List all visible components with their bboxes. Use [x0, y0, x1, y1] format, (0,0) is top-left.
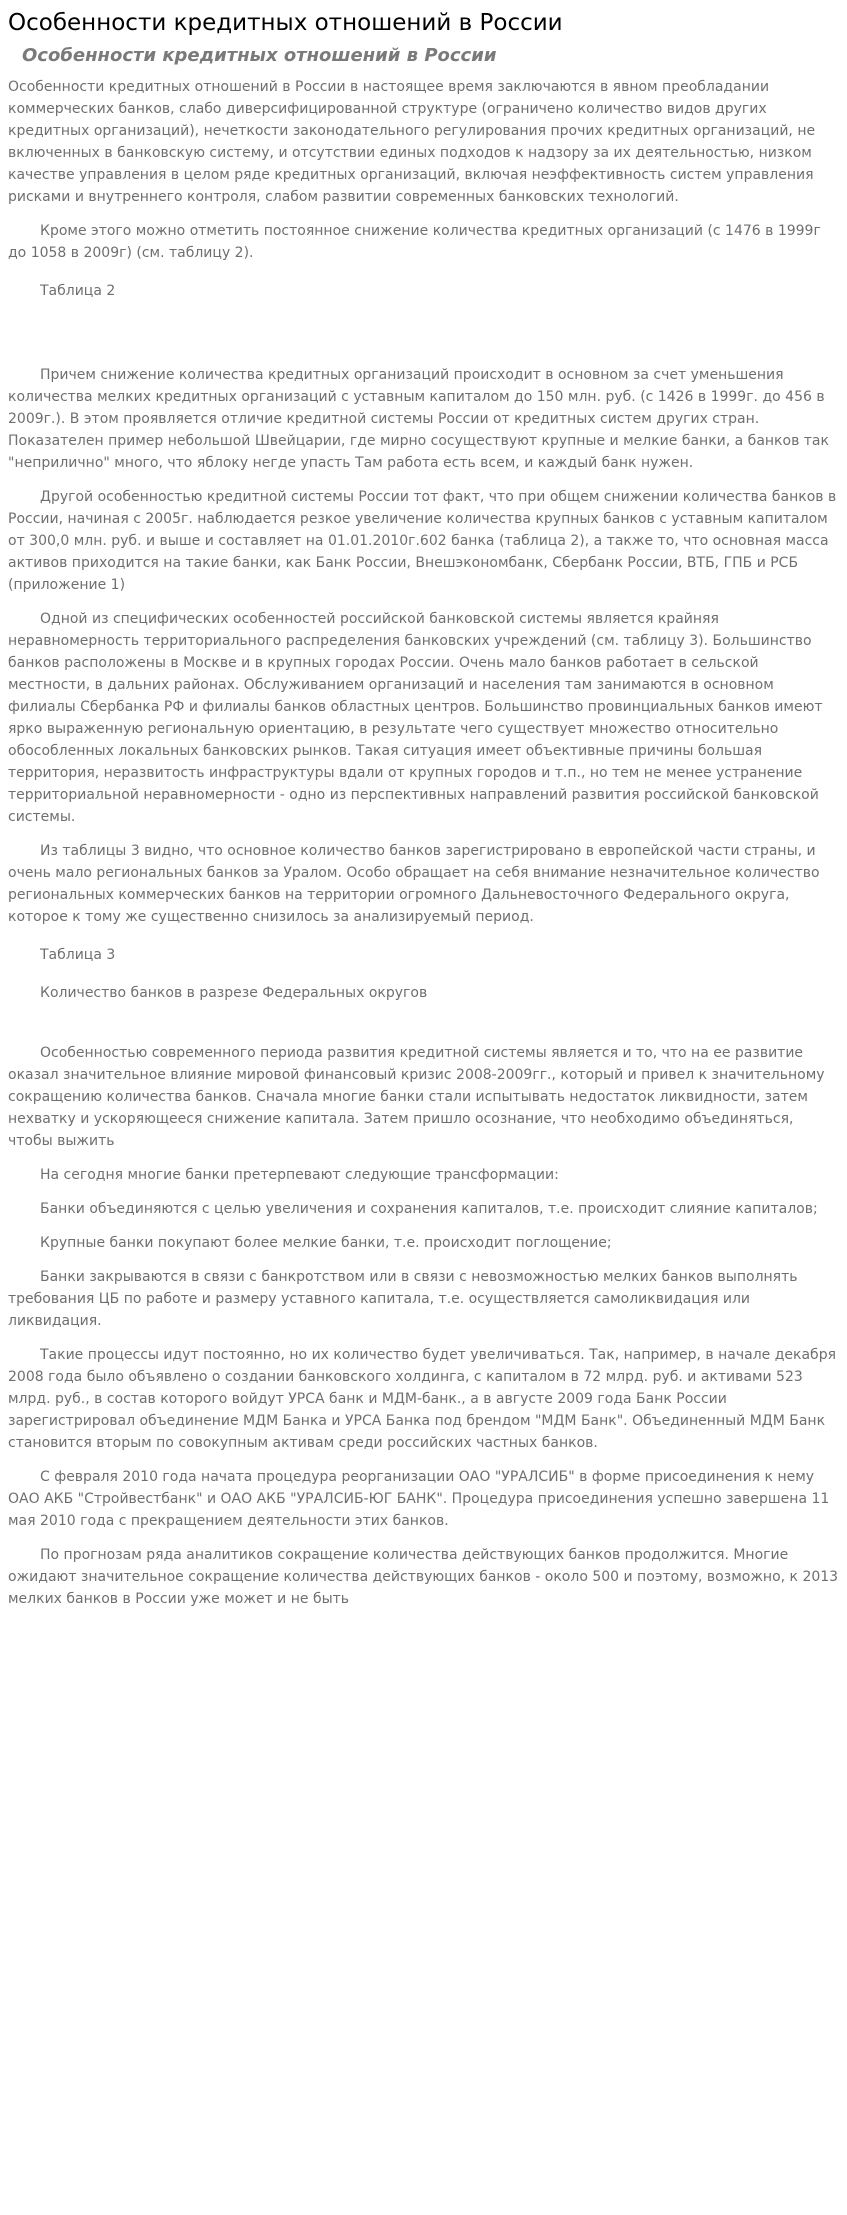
- list-item-acquisition: Крупные банки покупают более мелкие банки, т.е. происходит поглощение;: [40, 1235, 612, 1251]
- paragraph-transformations-intro: На сегодня многие банки претерпевают следующие трансформации:: [40, 1167, 559, 1183]
- paragraph-crisis: Особенностью современного периода развития кредитной системы является и то, что на ее развитие оказал значительное влияние мировой финансовый кризис 2008-2009гг., который и привел к значительному сокращению количества банков. Сначала многие банки стали испытывать недостаток ликвидности, затем нехватку и ускоряющееся снижение капитала. Затем пришло осознание, что необходимо объединяться, чтобы выжить: [8, 1045, 825, 1149]
- paragraph-forecast: По прогнозам ряда аналитиков сокращение количества действующих банков продолжится. Многие ожидают значительное сокращение количества действующих банков - около 500 и поэтому, возможно, к 2013 мелких банков в России уже может и не быть: [8, 1547, 839, 1607]
- table-2-caption: Таблица 2: [40, 283, 116, 299]
- page-title: Особенности кредитных отношений в России: [8, 10, 563, 36]
- list-item-liquidation: Банки закрываются в связи с банкротством или в связи с невозможностью мелких банков выполнять требования ЦБ по работе и размеру уставного капитала, т.е. осуществляется самоликвидация или ликвидация.: [8, 1269, 798, 1329]
- list-item-merger: Банки объединяются с целью увеличения и сохранения капиталов, т.е. происходит слияние капиталов;: [40, 1201, 818, 1217]
- paragraph-uralsib: С февраля 2010 года начата процедура реорганизации ОАО "УРАЛСИБ" в форме присоединения к нему ОАО АКБ "Стройвестбанк" и ОАО АКБ "УРАЛСИБ-ЮГ БАНК". Процедура присоединения успешно завершена 11 мая 2010 года с прекращением деятельности этих банков.: [8, 1469, 830, 1529]
- paragraph-small-banks: Причем снижение количества кредитных организаций происходит в основном за счет уменьшения количества мелких кредитных организаций с уставным капиталом до 150 млн. руб. (с 1426 в 1999г. до 456 в 2009г.). В этом проявляется отличие кредитной системы России от кредитных систем других стран. Показателен пример небольшой Швейцарии, где мирно сосуществуют крупные и мелкие банки, а банков так "неприлично" много, что яблоку негде упасть Там работа есть всем, и каждый банк нужен.: [8, 367, 829, 471]
- article-title: Особенности кредитных отношений в России: [22, 45, 497, 66]
- paragraph-decline: Кроме этого можно отметить постоянное снижение количества кредитных организаций (с 1476 в 1999г до 1058 в 2009г) (см. таблицу 2).: [8, 223, 821, 261]
- document-page: [8, 0, 840, 1610]
- paragraph-intro: Особенности кредитных отношений в России в настоящее время заключаются в явном преобладании коммерческих банков, слабо диверсифицированной структуре (ограничено количество видов других кредитных организаций), нечеткости законодательного регулирования прочих кредитных организаций, не включенных в банковскую систему, и отсутствии единых подходов к надзору за их деятельностью, низком качестве управления в целом ряде кредитных организаций, включая неэффективность систем управления рисками и внутреннего контроля, слабом развитии современных банковских технологий.: [8, 79, 816, 205]
- table-3-title: Количество банков в разрезе Федеральных округов: [40, 985, 428, 1001]
- paragraph-territorial: Одной из специфических особенностей российской банковской системы является крайняя неравномерность территориального распределения банковских учреждений (см. таблицу 3). Большинство банков расположены в Москве и в крупных городах России. Очень мало банков работает в сельской местности, в дальних районах. Обслуживанием организаций и населения там занимаются в основном филиалы Сбербанка РФ и филиалы банков областных центров. Большинство провинциальных банков имеют ярко выраженную региональную ориентацию, в результате чего существует множество относительно обособленных локальных банковских рынков. Такая ситуация имеет объективные причины большая территория, неразвитость инфраструктуры вдали от крупных городов и т.п., но тем не менее устранение территориальной неравномерности - одно из перспективных направлений развития российской банковской системы.: [8, 611, 823, 825]
- paragraph-regions: Из таблицы 3 видно, что основное количество банков зарегистрировано в европейской части страны, и очень мало региональных банков за Уралом. Особо обращает на себя внимание незначительное количество региональных коммерческих банков на территории огромного Дальневосточного Федерального округа, которое к тому же существенно снизилось за анализируемый период.: [8, 843, 820, 925]
- paragraph-mdm-urs: Такие процессы идут постоянно, но их количество будет увеличиваться. Так, например, в начале декабря 2008 года было объявлено о создании банковского холдинга, с капиталом в 72 млрд. руб. и активами 523 млрд. руб., в состав которого войдут УРСА банк и МДМ-банк., а в августе 2009 года Банк России зарегистрировал объединение МДМ Банка и УРСА Банка под брендом "МДМ Банк". Объединенный МДМ Банк становится вторым по совокупным активам среди российских частных банков.: [8, 1347, 836, 1451]
- table-3-caption: Таблица 3: [40, 947, 116, 963]
- paragraph-large-banks: Другой особенностью кредитной системы России тот факт, что при общем снижении количества банков в России, начиная с 2005г. наблюдается резкое увеличение количества крупных банков с уставным капиталом от 300,0 млн. руб. и выше и составляет на 01.01.2010г.602 банка (таблица 2), а также то, что основная масса активов приходится на такие банки, как Банк России, Внешэкономбанк, Сбербанк России, ВТБ, ГПБ и РСБ (приложение 1): [8, 489, 837, 593]
